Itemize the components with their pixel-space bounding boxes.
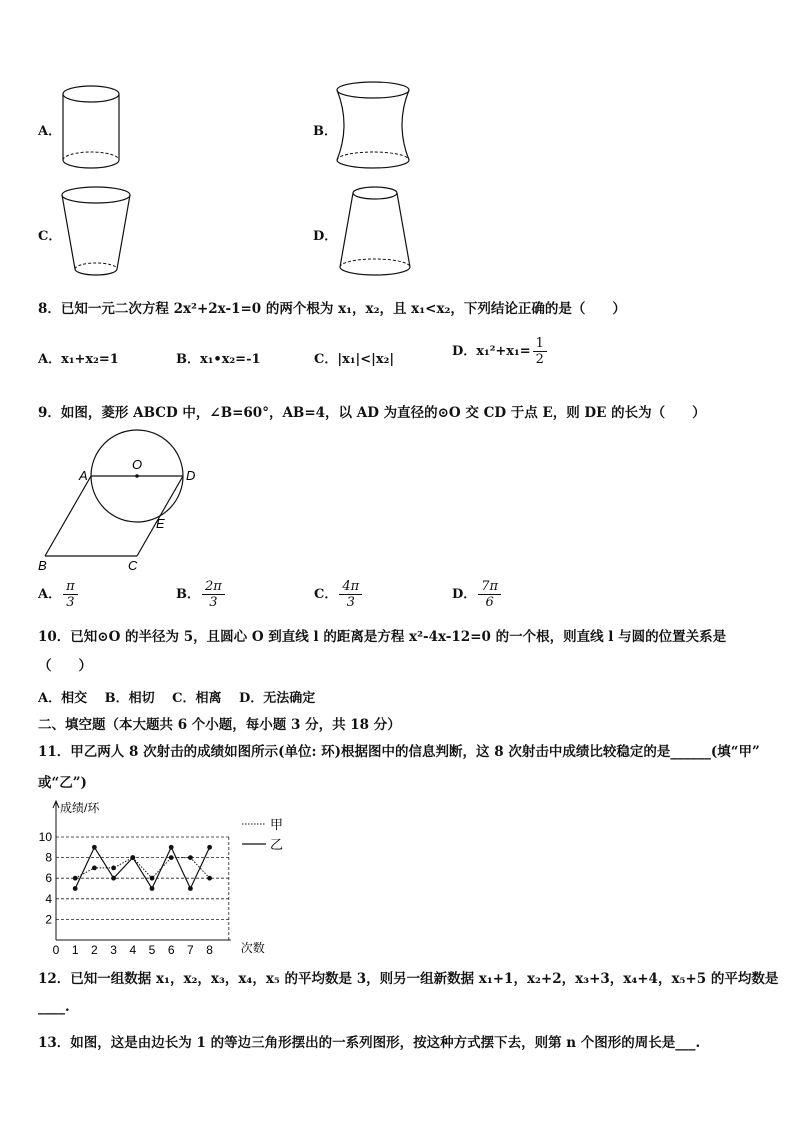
legend-label: 乙 xyxy=(270,837,284,852)
question-11-stem-2: 或“乙”) xyxy=(38,775,87,791)
numerator: 7π xyxy=(478,579,501,595)
data-point xyxy=(73,886,78,891)
data-point xyxy=(207,876,212,881)
question-12-stem: 12．已知一组数据 x₁，x₂，x₃，x₄，x₅ 的平均数是 3，则另一组新数据 x₁+1，x₂+2，x₃+3，x₄+4，x₅+5 的平均数是 xyxy=(38,971,779,987)
y-axis-label: 成绩/环 xyxy=(60,801,100,815)
y-tick-label: 8 xyxy=(45,850,52,865)
data-point xyxy=(188,855,193,860)
x-tick-label: 4 xyxy=(129,943,137,957)
question-10-stem: 10．已知⊙O 的半径为 5，且圆心 O 到直线 l 的距离是方程 x²-4x-12=0 的一个根，则直线 l 与圆的位置关系是 xyxy=(38,629,727,645)
x-tick-label: 7 xyxy=(187,943,194,957)
point-e-label: E xyxy=(156,516,165,531)
legend-label: 甲 xyxy=(270,817,284,832)
fraction xyxy=(63,579,78,610)
fraction xyxy=(478,579,501,610)
q10-options: A．相交 B．相切 C．相离 D．无法确定 xyxy=(38,691,316,706)
section-2-heading: 二、填空题（本大题共 6 个小题，每小题 3 分，共 18 分） xyxy=(38,717,401,733)
rhombus-circle-figure xyxy=(36,428,206,576)
question-12-blank: ____. xyxy=(38,999,70,1015)
data-point xyxy=(73,876,78,881)
y-tick-label: 4 xyxy=(45,891,52,906)
data-point xyxy=(150,886,155,891)
data-point xyxy=(111,876,116,881)
x-tick-label: 5 xyxy=(148,943,156,957)
y-tick-label: 2 xyxy=(45,912,52,927)
q9-option-a xyxy=(38,579,78,610)
q9-option-c-prefix: C． xyxy=(314,587,338,602)
chart-series xyxy=(73,845,212,891)
fraction xyxy=(339,579,362,610)
x-tick-label: 2 xyxy=(91,943,98,957)
question-13-stem: 13．如图，这是由边长为 1 的等边三角形摆出的一系列图形，按这种方式摆下去，则第 n 个图形的周长是___. xyxy=(38,1035,701,1051)
q9-option-a-prefix: A． xyxy=(38,587,62,602)
point-a-label: A xyxy=(79,468,88,483)
option-b-label: B． xyxy=(313,124,337,139)
denominator: 3 xyxy=(66,595,75,610)
denominator: 2 xyxy=(535,352,544,367)
hourglass-figure xyxy=(333,80,415,176)
data-point xyxy=(130,855,135,860)
question-8-stem: 8．已知一元二次方程 2x²+2x-1=0 的两个根为 x₁，x₂，且 x₁<x₂，下列结论正确的是（ ） xyxy=(38,301,626,317)
option-a-label: A． xyxy=(38,124,62,139)
chart-grid xyxy=(56,837,229,940)
data-point xyxy=(92,845,97,850)
cylinder-figure xyxy=(58,82,128,174)
point-o-label: O xyxy=(132,457,143,472)
q8-option-b: B．x₁•x₂=-1 xyxy=(176,352,261,367)
numerator: 2π xyxy=(202,579,225,595)
denominator: 3 xyxy=(209,595,218,610)
q9-option-b xyxy=(176,579,225,610)
data-point xyxy=(150,876,155,881)
x-tick-label: 0 xyxy=(52,943,60,957)
q9-option-c xyxy=(314,579,362,610)
shooting-score-chart xyxy=(30,796,300,958)
data-point xyxy=(207,845,212,850)
x-axis-label: 次数 xyxy=(240,941,265,955)
frustum-figure xyxy=(334,183,416,279)
q8-option-c: C．|x₁|<|x₂| xyxy=(314,352,395,367)
y-tick-label: 10 xyxy=(38,830,52,844)
chart-axes xyxy=(53,800,265,955)
fraction xyxy=(202,579,225,610)
data-point xyxy=(169,855,174,860)
point-d-label: D xyxy=(186,468,196,483)
point-b-label: B xyxy=(38,558,47,573)
chart-legend xyxy=(242,817,283,852)
q9-option-b-prefix: B． xyxy=(176,587,200,602)
chart-ticks xyxy=(39,830,214,957)
option-c-label: C． xyxy=(38,229,62,244)
numerator: 1 xyxy=(533,336,547,352)
y-tick-label: 6 xyxy=(45,871,52,886)
point-c-label: C xyxy=(128,558,138,573)
denominator: 3 xyxy=(346,595,355,610)
data-point xyxy=(111,866,116,871)
data-point xyxy=(169,845,174,850)
question-11-stem: 11．甲乙两人 8 次射击的成绩如图所示(单位: 环)根据图中的信息判断，这 8 次射击中成绩比较稳定的是______(填“甲” xyxy=(38,744,760,760)
q9-option-d-prefix: D． xyxy=(452,587,477,602)
numerator: 4π xyxy=(339,579,362,595)
q8-option-d-prefix: D．x₁²+x₁= xyxy=(452,344,531,359)
numerator: π xyxy=(63,579,78,595)
cup-figure xyxy=(56,185,138,281)
question-9-stem: 9．如图，菱形 ABCD 中，∠B=60°，AB=4，以 AD 为直径的⊙O 交 CD 于点 E，则 DE 的长为（ ） xyxy=(38,405,706,421)
q9-option-d xyxy=(452,579,501,610)
data-point xyxy=(92,866,97,871)
option-d-label: D． xyxy=(313,229,338,244)
question-10-paren: （ ） xyxy=(38,658,92,674)
x-tick-label: 8 xyxy=(206,943,213,957)
q8-option-d xyxy=(452,336,547,367)
fraction xyxy=(533,336,547,367)
x-tick-label: 6 xyxy=(167,943,175,957)
q8-option-a: A．x₁+x₂=1 xyxy=(38,352,119,367)
data-point xyxy=(188,886,193,891)
x-tick-label: 3 xyxy=(110,943,117,957)
denominator: 6 xyxy=(485,595,494,610)
x-tick-label: 1 xyxy=(71,943,79,957)
